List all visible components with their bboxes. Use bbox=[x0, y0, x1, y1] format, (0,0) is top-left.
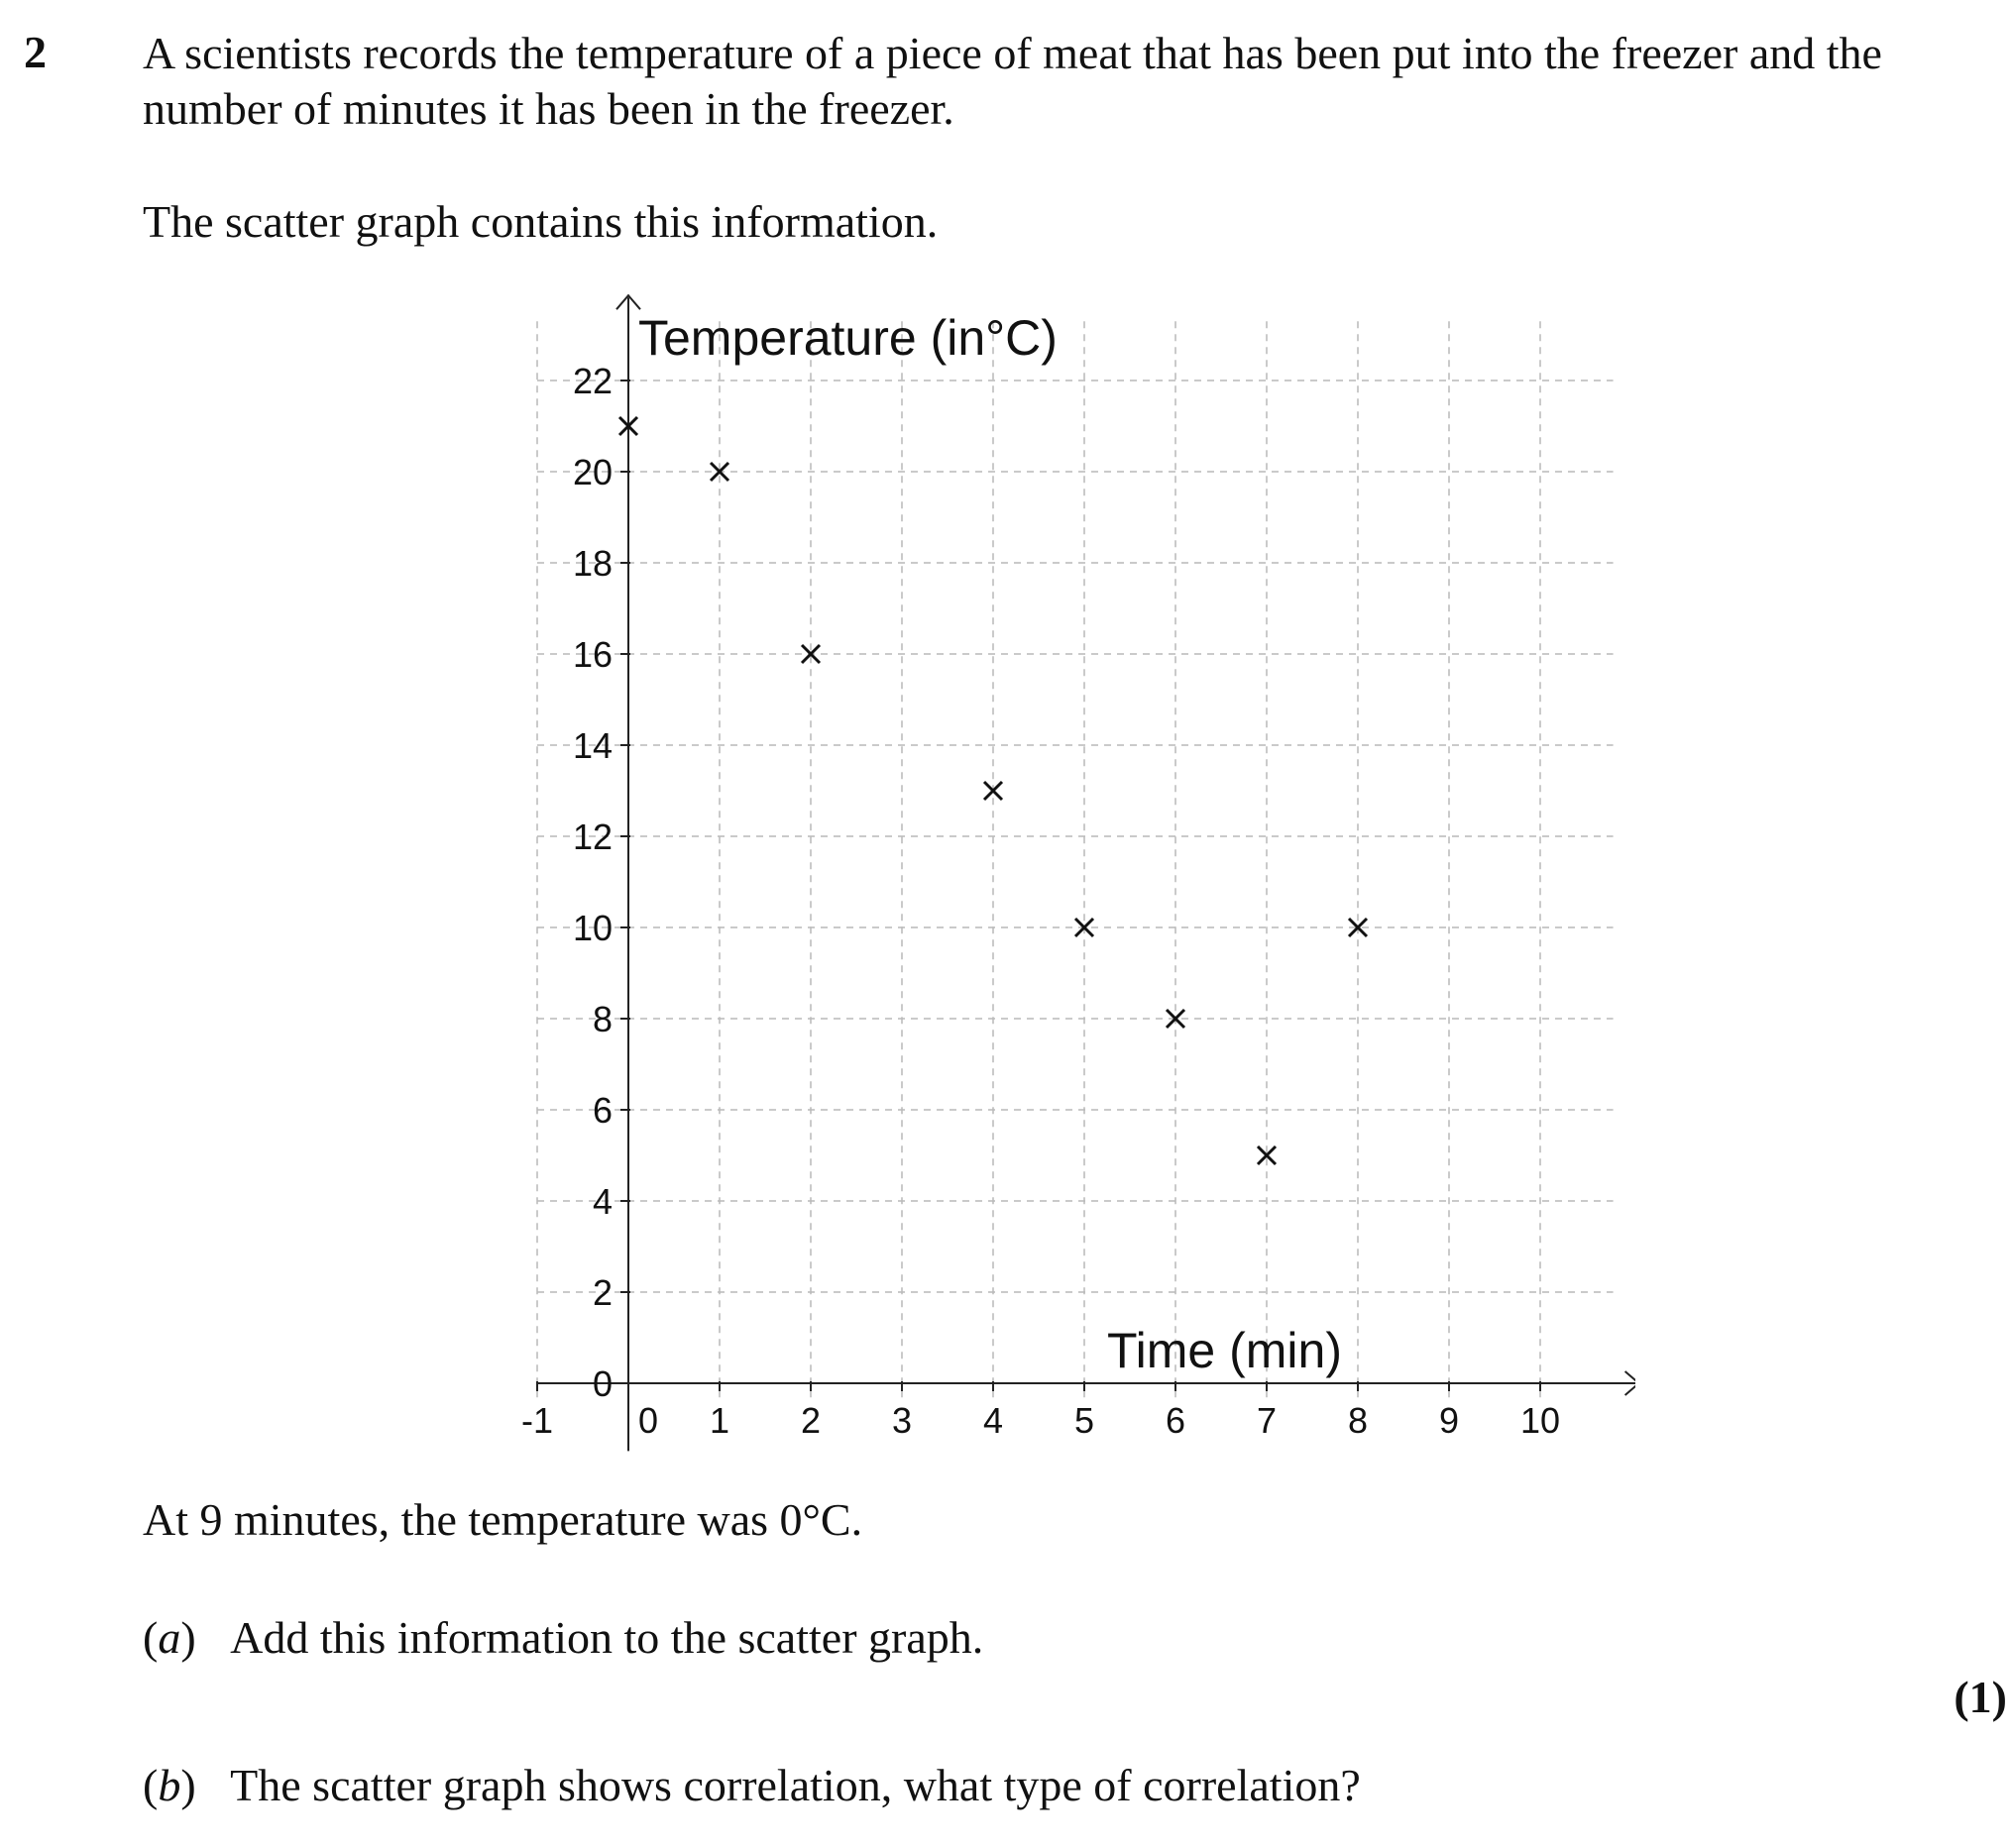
y-tick-label-22: 22 bbox=[572, 361, 613, 401]
part-b: (b) The scatter graph shows correlation, what type of correlation? bbox=[143, 1760, 1361, 1810]
y-tick-label-16: 16 bbox=[572, 634, 613, 675]
question-intro: A scientists records the temperature of a piece of meat that has been put into the freezer and the number of minutes it has been in the freezer. bbox=[143, 28, 1882, 134]
y-tick-label-4: 4 bbox=[592, 1181, 613, 1222]
graph-intro: The scatter graph contains this information. bbox=[143, 196, 939, 247]
tick-labels bbox=[521, 361, 1560, 1441]
x-tick-label-9: 9 bbox=[1438, 1400, 1460, 1441]
y-tick-label-0: 0 bbox=[592, 1363, 613, 1404]
x-tick-label-0: 0 bbox=[637, 1400, 659, 1441]
x-axis-label: Time (min) bbox=[1106, 1323, 1342, 1378]
y-tick-label-6: 6 bbox=[592, 1090, 613, 1131]
y-tick-label-2: 2 bbox=[592, 1272, 613, 1313]
scatter-graph bbox=[515, 287, 1635, 1457]
part-a-text: Add this information to the scatter graph. bbox=[230, 1612, 984, 1663]
statement: At 9 minutes, the temperature was 0°C. bbox=[143, 1494, 863, 1545]
x-tick-label--1: -1 bbox=[520, 1400, 554, 1441]
part-b-text: The scatter graph shows correlation, what type of correlation? bbox=[230, 1760, 1361, 1810]
y-tick-label-20: 20 bbox=[572, 452, 613, 492]
y-tick-label-12: 12 bbox=[572, 816, 613, 857]
data-point-4 bbox=[1075, 919, 1093, 936]
part-a-label: a bbox=[158, 1612, 181, 1663]
y-tick-label-8: 8 bbox=[592, 999, 613, 1039]
part-b-label: b bbox=[158, 1760, 181, 1810]
x-tick-label-10: 10 bbox=[1519, 1400, 1561, 1441]
x-tick-label-5: 5 bbox=[1073, 1400, 1095, 1441]
y-tick-label-10: 10 bbox=[572, 908, 613, 948]
x-tick-label-6: 6 bbox=[1165, 1400, 1186, 1441]
x-tick-label-2: 2 bbox=[800, 1400, 822, 1441]
axes bbox=[537, 295, 1635, 1451]
x-tick-label-8: 8 bbox=[1347, 1400, 1369, 1441]
grid-lines bbox=[537, 321, 1614, 1401]
y-tick-label-14: 14 bbox=[572, 725, 613, 766]
y-tick-label-18: 18 bbox=[572, 543, 613, 584]
y-axis-label: Temperature (in°C) bbox=[638, 310, 1058, 366]
x-tick-label-3: 3 bbox=[891, 1400, 913, 1441]
x-tick-label-7: 7 bbox=[1256, 1400, 1278, 1441]
part-a-marks: (1) bbox=[1954, 1672, 2007, 1722]
part-a: (a) Add this information to the scatter graph. bbox=[143, 1612, 984, 1663]
data-point-3 bbox=[984, 782, 1002, 800]
x-tick-label-1: 1 bbox=[709, 1400, 730, 1441]
question-number: 2 bbox=[24, 27, 47, 77]
x-tick-label-4: 4 bbox=[982, 1400, 1004, 1441]
